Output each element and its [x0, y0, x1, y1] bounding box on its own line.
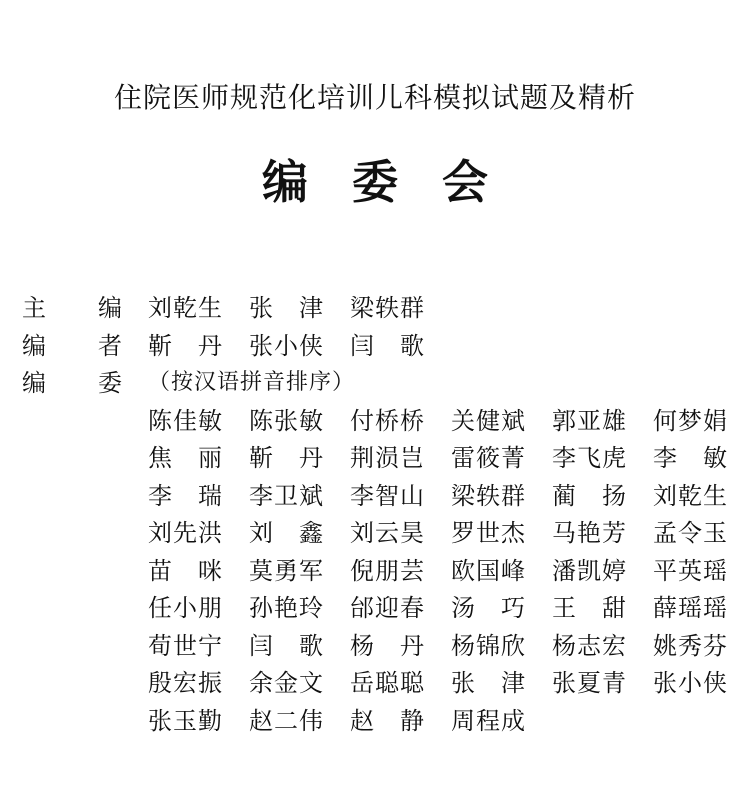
member-name: 付桥桥: [350, 406, 425, 435]
member-name: 汤 巧: [451, 594, 525, 622]
member-name: 焦 丽: [148, 444, 222, 472]
member-name: 刘 鑫: [249, 519, 323, 547]
member-name: 邰迎春: [350, 594, 425, 622]
member-name: 潘凯婷: [552, 556, 627, 585]
member-name: 靳 丹: [148, 331, 222, 360]
member-name: 梁轶群: [451, 481, 526, 510]
role-label: 编 委: [22, 369, 122, 397]
member-name: 殷宏振: [148, 669, 223, 697]
member-name: 张 津: [451, 669, 525, 697]
member-name: 李飞虎: [552, 444, 627, 472]
member-name: 何梦娟: [653, 406, 728, 435]
member-name: 张小侠: [249, 331, 324, 360]
member-name: 周程成: [451, 706, 526, 735]
role-label: 编 者: [22, 331, 122, 360]
member-name: 李 敏: [653, 444, 727, 472]
member-name: 孟令玉: [653, 519, 728, 547]
member-name: 郭亚雄: [552, 406, 627, 435]
member-name: 薛瑶瑶: [653, 594, 728, 622]
member-name: 蔺 扬: [552, 481, 626, 510]
member-name: 李智山: [350, 481, 425, 510]
member-name: 靳 丹: [249, 444, 323, 472]
member-name: 孙艳玲: [249, 594, 324, 622]
member-name: 李卫斌: [249, 481, 324, 510]
member-name: 姚秀芬: [653, 631, 728, 660]
member-name: 杨 丹: [350, 631, 424, 660]
member-name: 刘先洪: [148, 519, 223, 547]
member-name: 余金文: [249, 669, 324, 697]
member-name: 任小朋: [148, 594, 223, 622]
role-label: 主 编: [22, 294, 122, 322]
member-name: 荀世宁: [148, 631, 223, 660]
member-name: 陈张敏: [249, 406, 324, 435]
member-name: 平英瑶: [653, 556, 728, 585]
member-name: 莫勇军: [249, 556, 324, 585]
member-name: 倪朋芸: [350, 556, 425, 585]
member-name: 刘乾生: [148, 294, 223, 322]
member-name: 赵 静: [350, 706, 424, 735]
member-name: 关健斌: [451, 406, 526, 435]
member-name: 雷筱菁: [451, 444, 526, 472]
member-name: 陈佳敏: [148, 406, 223, 435]
member-name: 张玉勤: [148, 706, 223, 735]
member-name: 岳聪聪: [350, 669, 425, 697]
member-name: 赵二伟: [249, 706, 324, 735]
book-title: 住院医师规范化培训儿科模拟试题及精析: [113, 81, 636, 114]
member-name: 荆涢岂: [350, 444, 425, 472]
member-name: 李 瑞: [148, 481, 222, 510]
member-name: 刘云昊: [350, 519, 425, 547]
member-name: 罗世杰: [451, 519, 526, 547]
member-name: 苗 咪: [148, 556, 222, 585]
committee-title: 编委会: [262, 155, 532, 209]
member-name: 王 甜: [552, 594, 626, 622]
member-name: 马艳芳: [552, 519, 627, 547]
member-name: 梁轶群: [350, 294, 425, 322]
member-name: 刘乾生: [653, 481, 728, 510]
member-name: 闫 歌: [249, 631, 323, 660]
member-name: 张 津: [249, 294, 323, 322]
member-name: 张夏青: [552, 669, 627, 697]
member-name: 闫 歌: [350, 331, 424, 360]
member-name: 欧国峰: [451, 556, 526, 585]
sort-note: （按汉语拼音排序）: [148, 370, 356, 395]
member-name: 杨锦欣: [451, 631, 526, 660]
member-name: 张小侠: [653, 669, 728, 697]
member-name: 杨志宏: [552, 631, 627, 660]
